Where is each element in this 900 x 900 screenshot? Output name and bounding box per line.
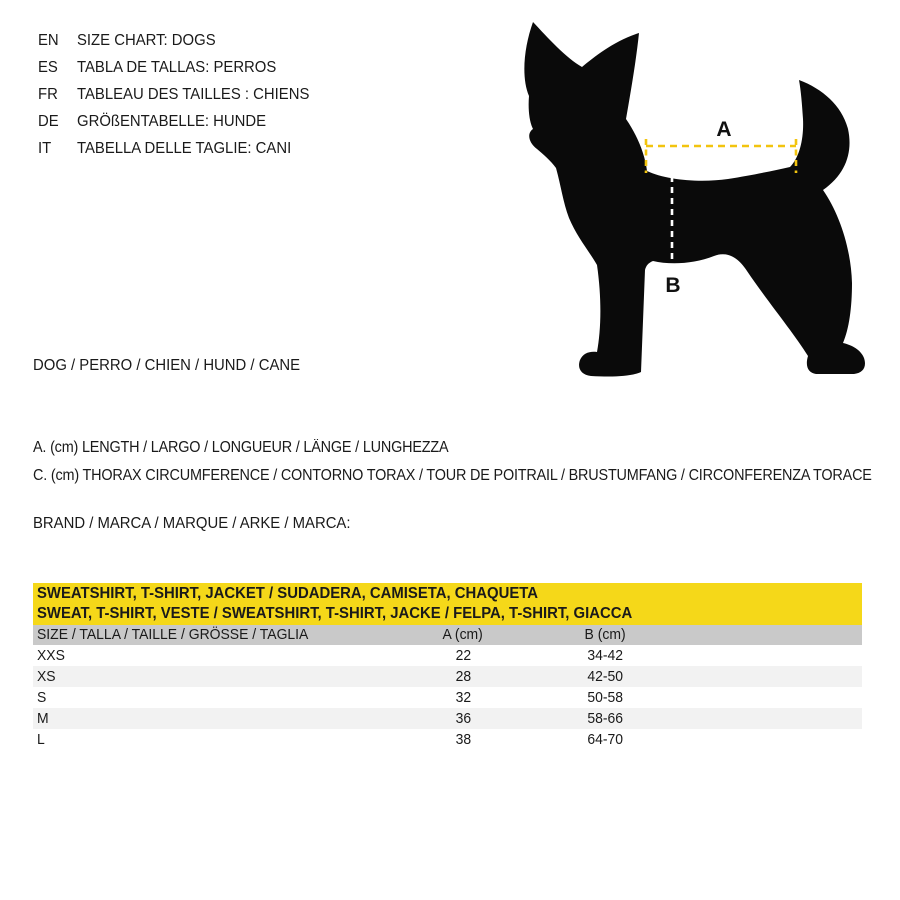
size-cell: S bbox=[37, 689, 47, 706]
language-code: FR bbox=[38, 86, 58, 103]
language-code: EN bbox=[38, 32, 59, 49]
garment-type-banner bbox=[33, 583, 862, 625]
size-cell: XS bbox=[37, 668, 56, 685]
column-header-b: B (cm) bbox=[584, 626, 626, 643]
banner-line-1: SWEATSHIRT, T-SHIRT, JACKET / SUDADERA, CAMISETA, CHAQUETA bbox=[37, 585, 538, 602]
size-cell: XXS bbox=[37, 647, 65, 664]
a-cell: 28 bbox=[455, 668, 471, 685]
measurement-label-b: B bbox=[665, 274, 681, 297]
table-row bbox=[33, 666, 862, 687]
a-cell: 22 bbox=[455, 647, 471, 664]
language-code: IT bbox=[38, 140, 52, 157]
column-header-a: A (cm) bbox=[442, 626, 484, 643]
language-title: SIZE CHART: DOGS bbox=[77, 32, 216, 49]
size-table bbox=[33, 583, 862, 750]
a-cell: 36 bbox=[455, 710, 471, 727]
dog-silhouette-illustration bbox=[524, 22, 865, 377]
b-cell: 34-42 bbox=[587, 647, 623, 664]
measurement-label-a: A bbox=[716, 118, 732, 141]
a-cell: 38 bbox=[455, 731, 471, 748]
b-cell: 64-70 bbox=[587, 731, 623, 748]
size-cell: M bbox=[37, 710, 49, 727]
measurement-legend bbox=[33, 434, 900, 490]
language-title: TABELLA DELLE TAGLIE: CANI bbox=[77, 140, 292, 157]
table-header-row bbox=[33, 625, 862, 645]
brand-line: BRAND / MARCA / MARQUE / ARKE / MARCA: bbox=[33, 515, 351, 532]
table-row bbox=[33, 687, 862, 708]
table-row bbox=[33, 729, 862, 750]
legend-thorax-line: C. (cm) THORAX CIRCUMFERENCE / CONTORNO TORAX / TOUR DE POITRAIL / BRUSTUMFANG / CIRCONFERENZA TORACE bbox=[33, 467, 872, 484]
column-header-size: SIZE / TALLA / TAILLE / GRÖSSE / TAGLIA bbox=[37, 626, 309, 643]
language-code: DE bbox=[38, 113, 59, 130]
b-cell: 58-66 bbox=[587, 710, 623, 727]
legend-length-line: A. (cm) LENGTH / LARGO / LONGUEUR / LÄNGE / LUNGHEZZA bbox=[33, 439, 449, 456]
b-cell: 42-50 bbox=[587, 668, 623, 685]
table-row bbox=[33, 708, 862, 729]
language-title: TABLA DE TALLAS: PERROS bbox=[77, 59, 277, 76]
language-title: GRÖßENTABELLE: HUNDE bbox=[77, 113, 267, 130]
table-row bbox=[33, 645, 862, 666]
a-cell: 32 bbox=[455, 689, 471, 706]
banner-line-2: SWEAT, T-SHIRT, VESTE / SWEATSHIRT, T-SHIRT, JACKE / FELPA, T-SHIRT, GIACCA bbox=[37, 605, 633, 622]
language-code: ES bbox=[38, 59, 58, 76]
species-line: DOG / PERRO / CHIEN / HUND / CANE bbox=[33, 357, 301, 374]
size-cell: L bbox=[37, 731, 45, 748]
language-title: TABLEAU DES TAILLES : CHIENS bbox=[77, 86, 310, 103]
b-cell: 50-58 bbox=[587, 689, 623, 706]
